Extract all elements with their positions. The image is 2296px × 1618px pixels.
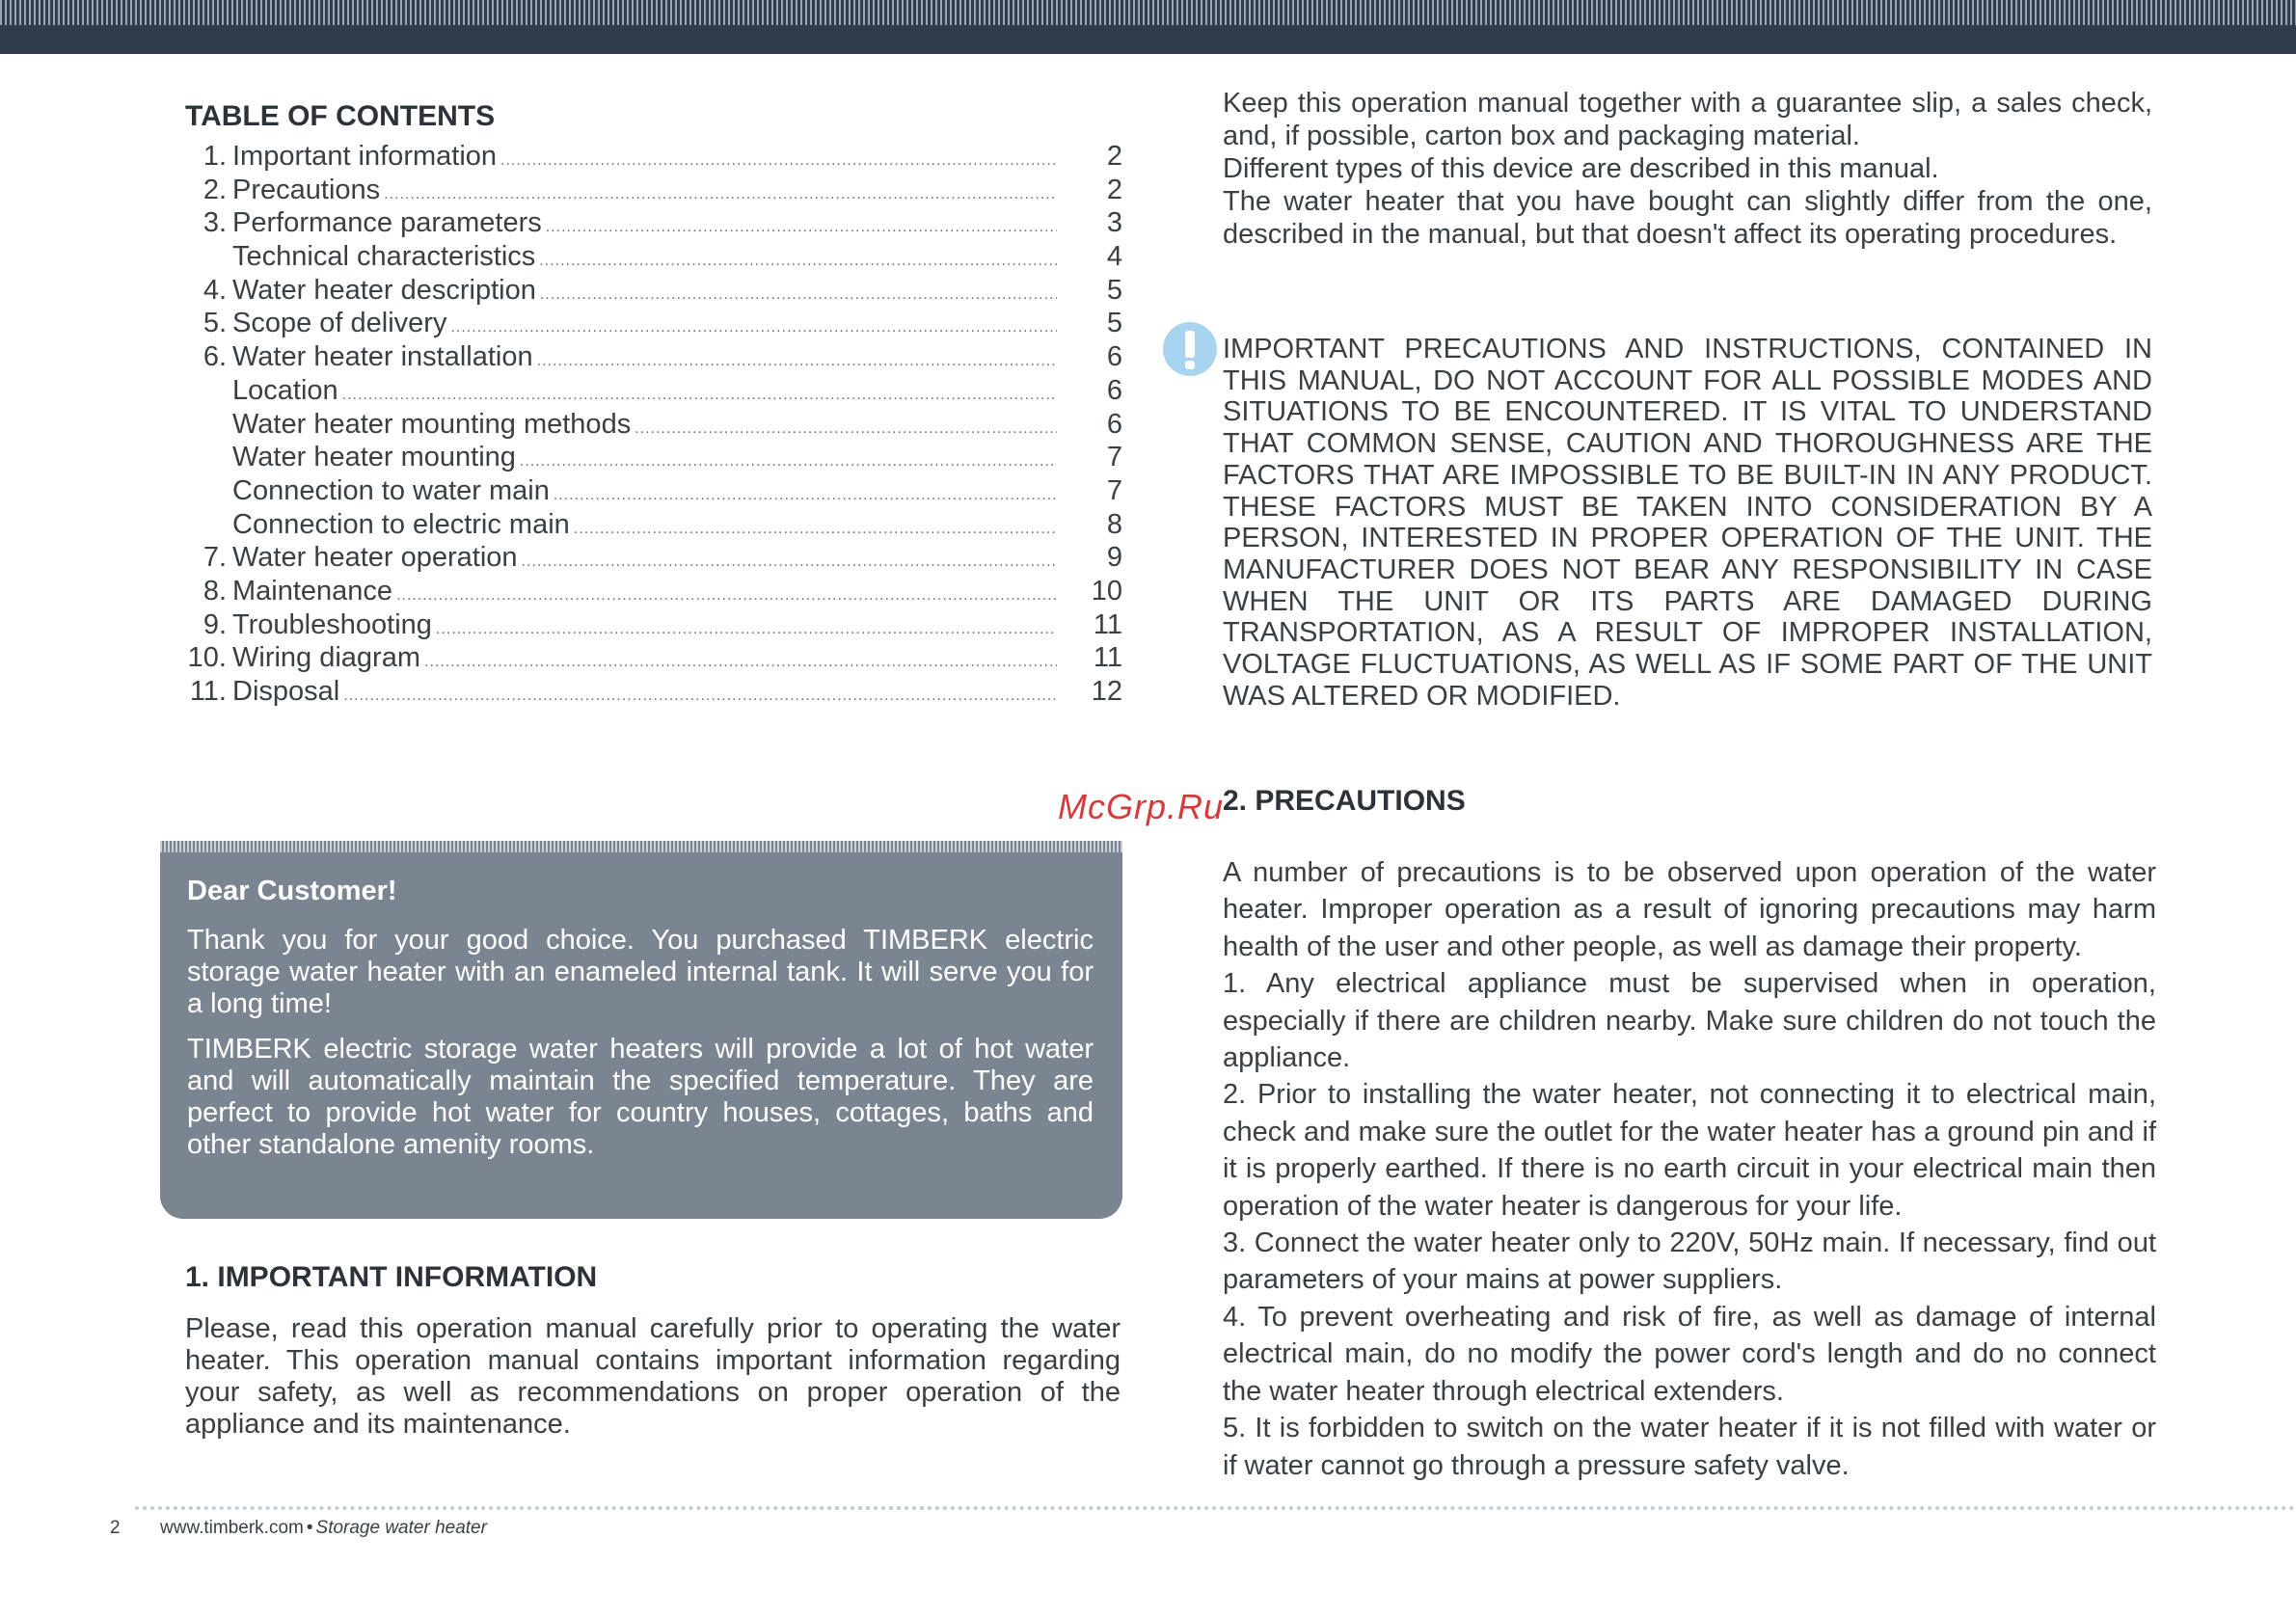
customer-paragraph: TIMBERK electric storage water heaters will provide a lot of hot water and will automatically maintain the specified temperature. They are perfect to provide hot water for country houses, cottages, baths and other standalone amenity rooms. — [187, 1034, 1094, 1160]
toc-item-page: 8 — [1106, 508, 1122, 540]
exclamation-icon — [1163, 322, 1217, 376]
toc-item-title: Water heater operation — [232, 542, 518, 574]
toc-item-title: Connection to water main — [232, 474, 550, 506]
customer-paragraph: Thank you for your good choice. You purchased TIMBERK electric storage water heater with an enameled internal tank. It will serve you for a long time! — [187, 925, 1094, 1019]
toc-item[interactable] — [185, 241, 1122, 275]
toc-item[interactable] — [185, 576, 1122, 609]
precaution-paragraph: 4. To prevent overheating and risk of fire, as well as damage of internal electrical main, do no modify the power cord's length and do no connect the water heater through electrical extenders. — [1223, 1301, 2156, 1407]
footer-divider — [135, 1506, 2296, 1510]
important-text: Please, read this operation manual carefully prior to operating the water heater. This operation manual contains important information regarding your safety, as well as recommendations on proper operation of the appliance and its maintenance. — [185, 1313, 1121, 1440]
toc-item[interactable] — [185, 676, 1122, 710]
intro-paragraph: The water heater that you have bought can slightly differ from the one, described in the manual, but that doesn't affect its operating procedures. — [1223, 186, 2152, 250]
header-stripe — [0, 0, 2296, 25]
toc-item[interactable] — [185, 341, 1122, 375]
toc-item[interactable] — [185, 642, 1122, 676]
intro-section — [1223, 87, 2152, 251]
toc-leader-dots — [424, 654, 1057, 671]
toc-item[interactable] — [185, 375, 1122, 409]
toc-item-number: 5. — [203, 308, 227, 339]
toc-item[interactable] — [185, 207, 1122, 241]
toc-item-page: 12 — [1091, 676, 1122, 707]
important-title: 1. IMPORTANT INFORMATION — [185, 1261, 598, 1293]
dear-customer-box — [160, 841, 1122, 1219]
precaution-paragraph: 1. Any electrical appliance must be supervised when in operation, especially if there are children nearby. Make sure children do not touch the appliance. — [1223, 968, 2156, 1074]
toc-item-number: 10. — [187, 642, 227, 674]
important-information-section — [185, 1261, 1121, 1441]
toc-leader-dots — [537, 353, 1057, 370]
toc-item[interactable] — [185, 275, 1122, 309]
toc-item[interactable] — [185, 542, 1122, 576]
toc-leader-dots — [546, 219, 1057, 236]
footer-subtitle: Storage water heater — [315, 1518, 487, 1538]
toc-item-title: Technical characteristics — [232, 241, 536, 273]
toc-leader-dots — [539, 253, 1057, 270]
intro-paragraph: Different types of this device are described in this manual. — [1223, 153, 1939, 184]
toc-item[interactable] — [185, 409, 1122, 443]
toc-item-number: 7. — [203, 542, 227, 574]
header-bar — [0, 0, 2296, 54]
toc-item-page: 5 — [1106, 308, 1122, 339]
toc-item-title: Maintenance — [232, 575, 393, 607]
toc-item-title: Performance parameters — [232, 207, 542, 239]
toc-item[interactable] — [185, 475, 1122, 509]
precautions-title: 2. PRECAUTIONS — [1223, 785, 1466, 817]
toc-item-page: 6 — [1106, 408, 1122, 440]
toc-item-number: 4. — [203, 274, 227, 306]
toc-item-number: 1. — [203, 141, 227, 172]
toc-item-page: 7 — [1106, 442, 1122, 473]
precautions-section — [1223, 785, 2156, 1484]
toc-item-page: 11 — [1093, 608, 1122, 640]
toc-item-title: Scope of delivery — [232, 308, 447, 339]
footer-separator: • — [306, 1518, 313, 1538]
toc-leader-dots — [540, 286, 1057, 304]
toc-item-title: Precautions — [232, 174, 381, 205]
toc-item[interactable] — [185, 141, 1122, 175]
toc-leader-dots — [342, 387, 1057, 404]
toc-leader-dots — [554, 487, 1057, 504]
toc-item-title: Wiring diagram — [232, 642, 420, 674]
precaution-paragraph: 2. Prior to installing the water heater, not connecting it to electrical main, check and make sure the outlet for the water heater has a ground pin and if it is properly earthed. If there is no earth circuit in your electrical main then operation of the water heater is dangerous for your life. — [1223, 1079, 2156, 1222]
box-stripe — [160, 841, 1122, 852]
toc-item-title: Disposal — [232, 676, 340, 707]
toc-item-number: 2. — [203, 174, 227, 205]
page-number: 2 — [110, 1518, 121, 1538]
intro-paragraph: Keep this operation manual together with a guarantee slip, a sales check, and, if possible, carton box and packaging material. — [1223, 88, 2152, 151]
toc-leader-dots — [635, 420, 1057, 438]
precaution-paragraph: 5. It is forbidden to switch on the water heater if it is not filled with water or if water cannot go through a pressure safety valve. — [1223, 1413, 2156, 1481]
toc-leader-dots — [396, 587, 1057, 605]
toc-item-page: 10 — [1091, 575, 1122, 607]
toc-item-title: Water heater description — [232, 274, 536, 306]
footer-site: www.timberk.com — [160, 1518, 304, 1538]
toc-item-title: Water heater installation — [232, 341, 533, 373]
toc-leader-dots — [450, 319, 1057, 337]
toc-item-title: Troubleshooting — [232, 608, 432, 640]
toc-leader-dots — [520, 453, 1057, 471]
warning-text: IMPORTANT PRECAUTIONS AND INSTRUCTIONS, CONTAINED IN THIS MANUAL, DO NOT ACCOUNT FOR ALL POSSIBLE MODES AND SITUATIONS TO BE ENCOUNTERED. IT IS VITAL TO UNDERSTAND THAT COMMON SENSE, CAUTION AND THOROUGHNESS ARE THE FACTORS THAT ARE IMPOSSIBLE TO BE BUILT-IN IN ANY PRODUCT. THESE FACTORS MUST BE TAKEN INTO CONSIDERATION BY A PERSON, INTERESTED IN PROPER OPERATION OF THE UNIT. THE MANUFACTURER DOES NOT BEAR ANY RESPONSIBILITY IN CASE WHEN THE UNIT OR ITS PARTS ARE DAMAGED DURING TRANSPORTATION, AS A RESULT OF IMPROPER INSTALLATION, VOLTAGE FLUCTUATIONS, AS WELL AS IF SOME PART OF THE UNIT WAS ALTERED OR MODIFIED. — [1223, 334, 2152, 712]
toc-item-page: 7 — [1106, 474, 1122, 506]
toc-list — [185, 141, 1122, 710]
toc-leader-dots — [522, 553, 1057, 571]
toc-item[interactable] — [185, 442, 1122, 475]
toc-item[interactable] — [185, 609, 1122, 643]
toc-item-number: 6. — [203, 341, 227, 373]
toc-item-page: 6 — [1106, 374, 1122, 406]
toc-item-page: 4 — [1106, 241, 1122, 273]
toc-item-number: 8. — [203, 575, 227, 607]
toc-item-title: Connection to electric main — [232, 508, 570, 540]
toc-item[interactable] — [185, 308, 1122, 341]
precaution-paragraph: A number of precautions is to be observed upon operation of the water heater. Improper operation as a result of ignoring precautions may harm health of the user and other people, as well as damage their property. — [1223, 857, 2156, 962]
toc-item[interactable] — [185, 175, 1122, 208]
toc-leader-dots — [343, 688, 1057, 705]
table-of-contents — [185, 100, 1122, 710]
toc-leader-dots — [500, 152, 1057, 170]
toc-item-title: Water heater mounting — [232, 442, 516, 473]
toc-item-number: 3. — [203, 207, 227, 239]
toc-leader-dots — [384, 186, 1057, 203]
precautions-list — [1223, 854, 2156, 1484]
toc-leader-dots — [574, 521, 1057, 538]
toc-item-page: 3 — [1106, 207, 1122, 239]
toc-leader-dots — [436, 621, 1057, 638]
toc-title: TABLE OF CONTENTS — [185, 100, 496, 132]
precaution-paragraph: 3. Connect the water heater only to 220V, 50Hz main. If necessary, find out parameters of your mains at power suppliers. — [1223, 1227, 2156, 1296]
footer — [110, 1518, 487, 1539]
toc-item-page: 5 — [1106, 274, 1122, 306]
toc-item-page: 2 — [1106, 174, 1122, 205]
toc-item-title: Water heater mounting methods — [232, 408, 632, 440]
toc-item-page: 2 — [1106, 141, 1122, 172]
toc-item-page: 6 — [1106, 341, 1122, 373]
watermark-link[interactable]: McGrp.Ru — [1058, 787, 1225, 826]
toc-item-number: 11. — [189, 676, 227, 707]
toc-item-number: 9. — [203, 608, 227, 640]
toc-item-title: Important information — [232, 141, 498, 172]
toc-item[interactable] — [185, 509, 1122, 543]
customer-title: Dear Customer! — [187, 876, 397, 906]
toc-item-title: Location — [232, 374, 338, 406]
toc-item-page: 9 — [1106, 542, 1122, 574]
toc-item-page: 11 — [1093, 642, 1122, 674]
